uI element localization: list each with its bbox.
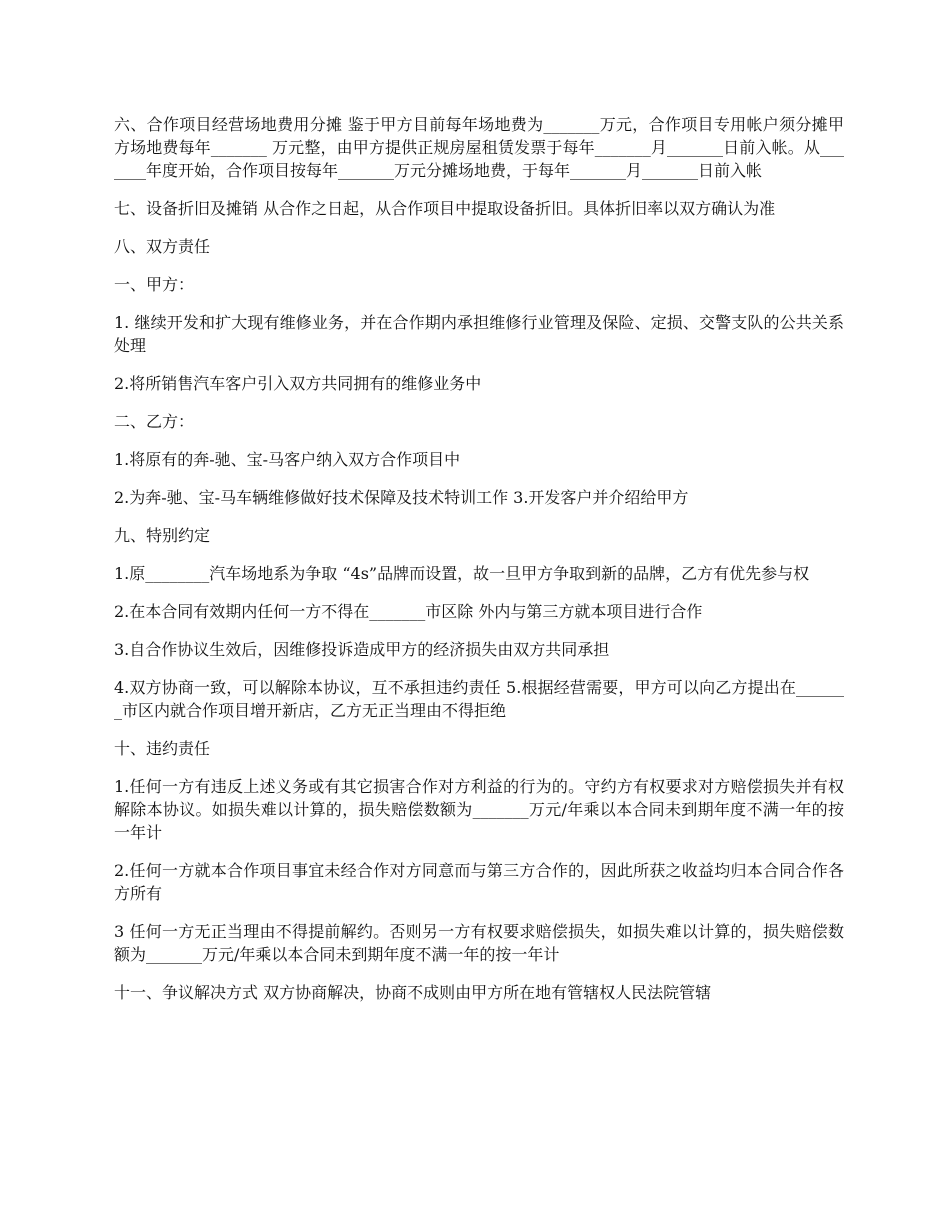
- party-b-heading: 二、乙方：: [114, 412, 195, 431]
- clause-11-dispute-resolution: 十一、争议解决方式 双方协商解决，协商不成则由甲方所在地有管辖权人民法院管辖: [114, 983, 712, 1002]
- breach-item-1: 1.任何一方有违反上述义务或有其它损害合作对方利益的行为的。守约方有权要求对方赔偿损失并有权解除本协议。如损失难以计算的，损失赔偿数额为_______万元/年乘以本合同未到期年度不满一年的按一年计: [114, 777, 844, 842]
- party-b-item-2-3: 2.为奔-驰、宝-马车辆维修做好技术保障及技术特训工作 3.开发客户并介绍给甲方: [114, 488, 689, 507]
- breach-item-2: 2.任何一方就本合作项目事宜未经合作对方同意而与第三方合作的，因此所获之收益均归本合同合作各方所有: [114, 861, 844, 903]
- document-body: [114, 113, 844, 1019]
- section-heading-breach: 十、违约责任: [114, 739, 211, 758]
- party-a-heading: 一、甲方：: [114, 275, 195, 294]
- breach-item-3: 3 任何一方无正当理由不得提前解约。否则另一方有权要求赔偿损失，如损失难以计算的，损失赔偿数额为_______万元/年乘以本合同未到期年度不满一年的按一年计: [114, 922, 844, 964]
- party-a-item-1: 1. 继续开发和扩大现有维修业务，并在合作期内承担维修行业管理及保险、定损、交警支队的公共关系处理: [114, 313, 844, 355]
- special-term-1: 1.原________汽车场地系为争取 “4s”品牌而设置，故一旦甲方争取到新的品牌，乙方有优先参与权: [114, 564, 810, 583]
- special-term-4-5: 4.双方协商一致，可以解除本协议，互不承担违约责任 5.根据经营需要，甲方可以向乙方提出在_______市区内就合作项目增开新店，乙方无正当理由不得拒绝: [114, 678, 844, 720]
- section-heading-special-terms: 九、特别约定: [114, 526, 211, 545]
- party-b-item-1: 1.将原有的奔-驰、宝-马客户纳入双方合作项目中: [114, 450, 461, 469]
- special-term-2: 2.在本合同有效期内任何一方不得在_______市区除 外内与第三方就本项目进行合作: [114, 602, 703, 621]
- section-heading-responsibilities: 八、双方责任: [114, 237, 211, 256]
- special-term-3: 3.自合作协议生效后，因维修投诉造成甲方的经济损失由双方共同承担: [114, 640, 610, 659]
- clause-7-depreciation: 七、设备折旧及摊销 从合作之日起，从合作项目中提取设备折旧。具体折旧率以双方确认为准: [114, 199, 776, 218]
- party-a-item-2: 2.将所销售汽车客户引入双方共同拥有的维修业务中: [114, 374, 482, 393]
- clause-6-site-fee-sharing: 六、合作项目经营场地费用分摊 鉴于甲方目前每年场地费为_______万元，合作项目专用帐户须分摊甲方场地费每年_______ 万元整，由甲方提供正规房屋租赁发票于每年_______月_______日前入帐。从_______年度开始，合作项目按每年_______万元分摊场地费，于每年_______月_______日前入帐: [114, 115, 844, 180]
